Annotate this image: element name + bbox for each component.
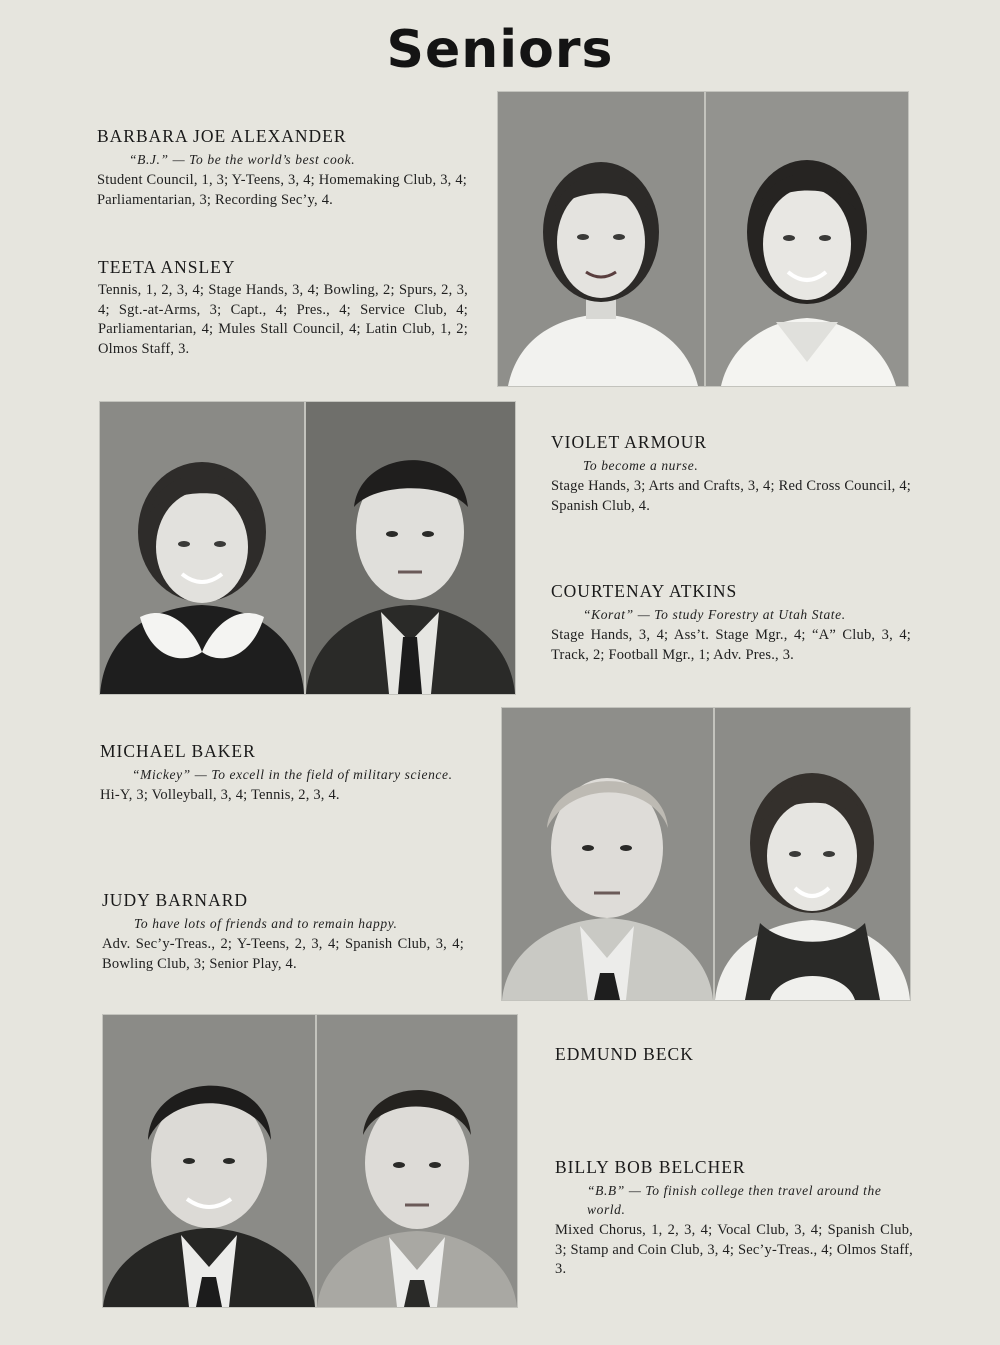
senior-name: EDMUND BECK <box>555 1044 694 1064</box>
senior-activities: Tennis, 1, 2, 3, 4; Stage Hands, 3, 4; Bowling, 2; Spurs, 2, 3, 4; Sgt.-at-Arms, 3; Capt., 4; Pres., 4; Service Club, 4; Parliamentarian, 4; Mules Stall Council, 4; Latin Club, 1, 2; Olmos Staff, 3. <box>98 282 468 357</box>
senior-name: TEETA ANSLEY <box>98 257 236 277</box>
senior-activities: Adv. Sec’y-Treas., 2; Y-Teens, 2, 3, 4; Spanish Club, 3, 4; Bowling Club, 3; Senior Play, 4. <box>102 936 464 972</box>
senior-activities: Hi-Y, 3; Volleyball, 3, 4; Tennis, 2, 3, 4. <box>100 787 340 803</box>
senior-motto: “Korat” — To study Forestry at Utah State. <box>583 607 846 622</box>
portrait-barbara-joe-alexander <box>498 92 704 386</box>
portrait-michael-baker <box>502 708 713 1000</box>
senior-entry <box>555 1044 913 1068</box>
senior-activities: Mixed Chorus, 1, 2, 3, 4; Vocal Club, 3, 4; Spanish Club, 3; Stamp and Coin Club, 3, 4; Sec’y-Treas., 4; Olmos Staff, 3. <box>555 1222 913 1277</box>
portrait-teeta-ansley <box>706 92 908 386</box>
senior-entry <box>551 581 911 665</box>
senior-activities: Student Council, 1, 3; Y-Teens, 3, 4; Homemaking Club, 3, 4; Parliamentarian, 3; Recording Sec’y, 4. <box>97 172 467 208</box>
senior-name: VIOLET ARMOUR <box>551 432 708 452</box>
senior-name: BILLY BOB BELCHER <box>555 1157 746 1177</box>
senior-name: MICHAEL BAKER <box>100 741 256 761</box>
portrait-billy-bob-belcher <box>317 1015 517 1307</box>
senior-entry <box>97 126 467 210</box>
portrait-violet-armour <box>100 402 304 694</box>
senior-activities: Stage Hands, 3, 4; Ass’t. Stage Mgr., 4; “A” Club, 3, 4; Track, 2; Football Mgr., 1; Adv. Pres., 3. <box>551 627 911 663</box>
portrait-judy-barnard <box>715 708 910 1000</box>
senior-motto: “B.J.” — To be the world’s best cook. <box>129 152 356 167</box>
senior-activities: Stage Hands, 3; Arts and Crafts, 3, 4; Red Cross Council, 4; Spanish Club, 4. <box>551 478 911 514</box>
senior-motto: To become a nurse. <box>583 458 699 473</box>
portrait-courtenay-atkins <box>306 402 515 694</box>
senior-name: JUDY BARNARD <box>102 890 249 910</box>
senior-motto: “Mickey” — To excell in the field of military science. <box>132 767 453 782</box>
senior-entry <box>100 741 465 806</box>
senior-name: COURTENAY ATKINS <box>551 581 738 601</box>
senior-entry <box>551 432 911 516</box>
senior-name: BARBARA JOE ALEXANDER <box>97 126 347 146</box>
senior-motto: “B.B” — To finish college then travel around the world. <box>587 1183 882 1217</box>
senior-entry <box>98 257 468 359</box>
senior-motto: To have lots of friends and to remain happy. <box>134 916 398 931</box>
senior-entry <box>555 1157 913 1280</box>
senior-entry <box>102 890 464 974</box>
portrait-edmund-beck <box>103 1015 315 1307</box>
page-title: Seniors <box>386 20 614 80</box>
